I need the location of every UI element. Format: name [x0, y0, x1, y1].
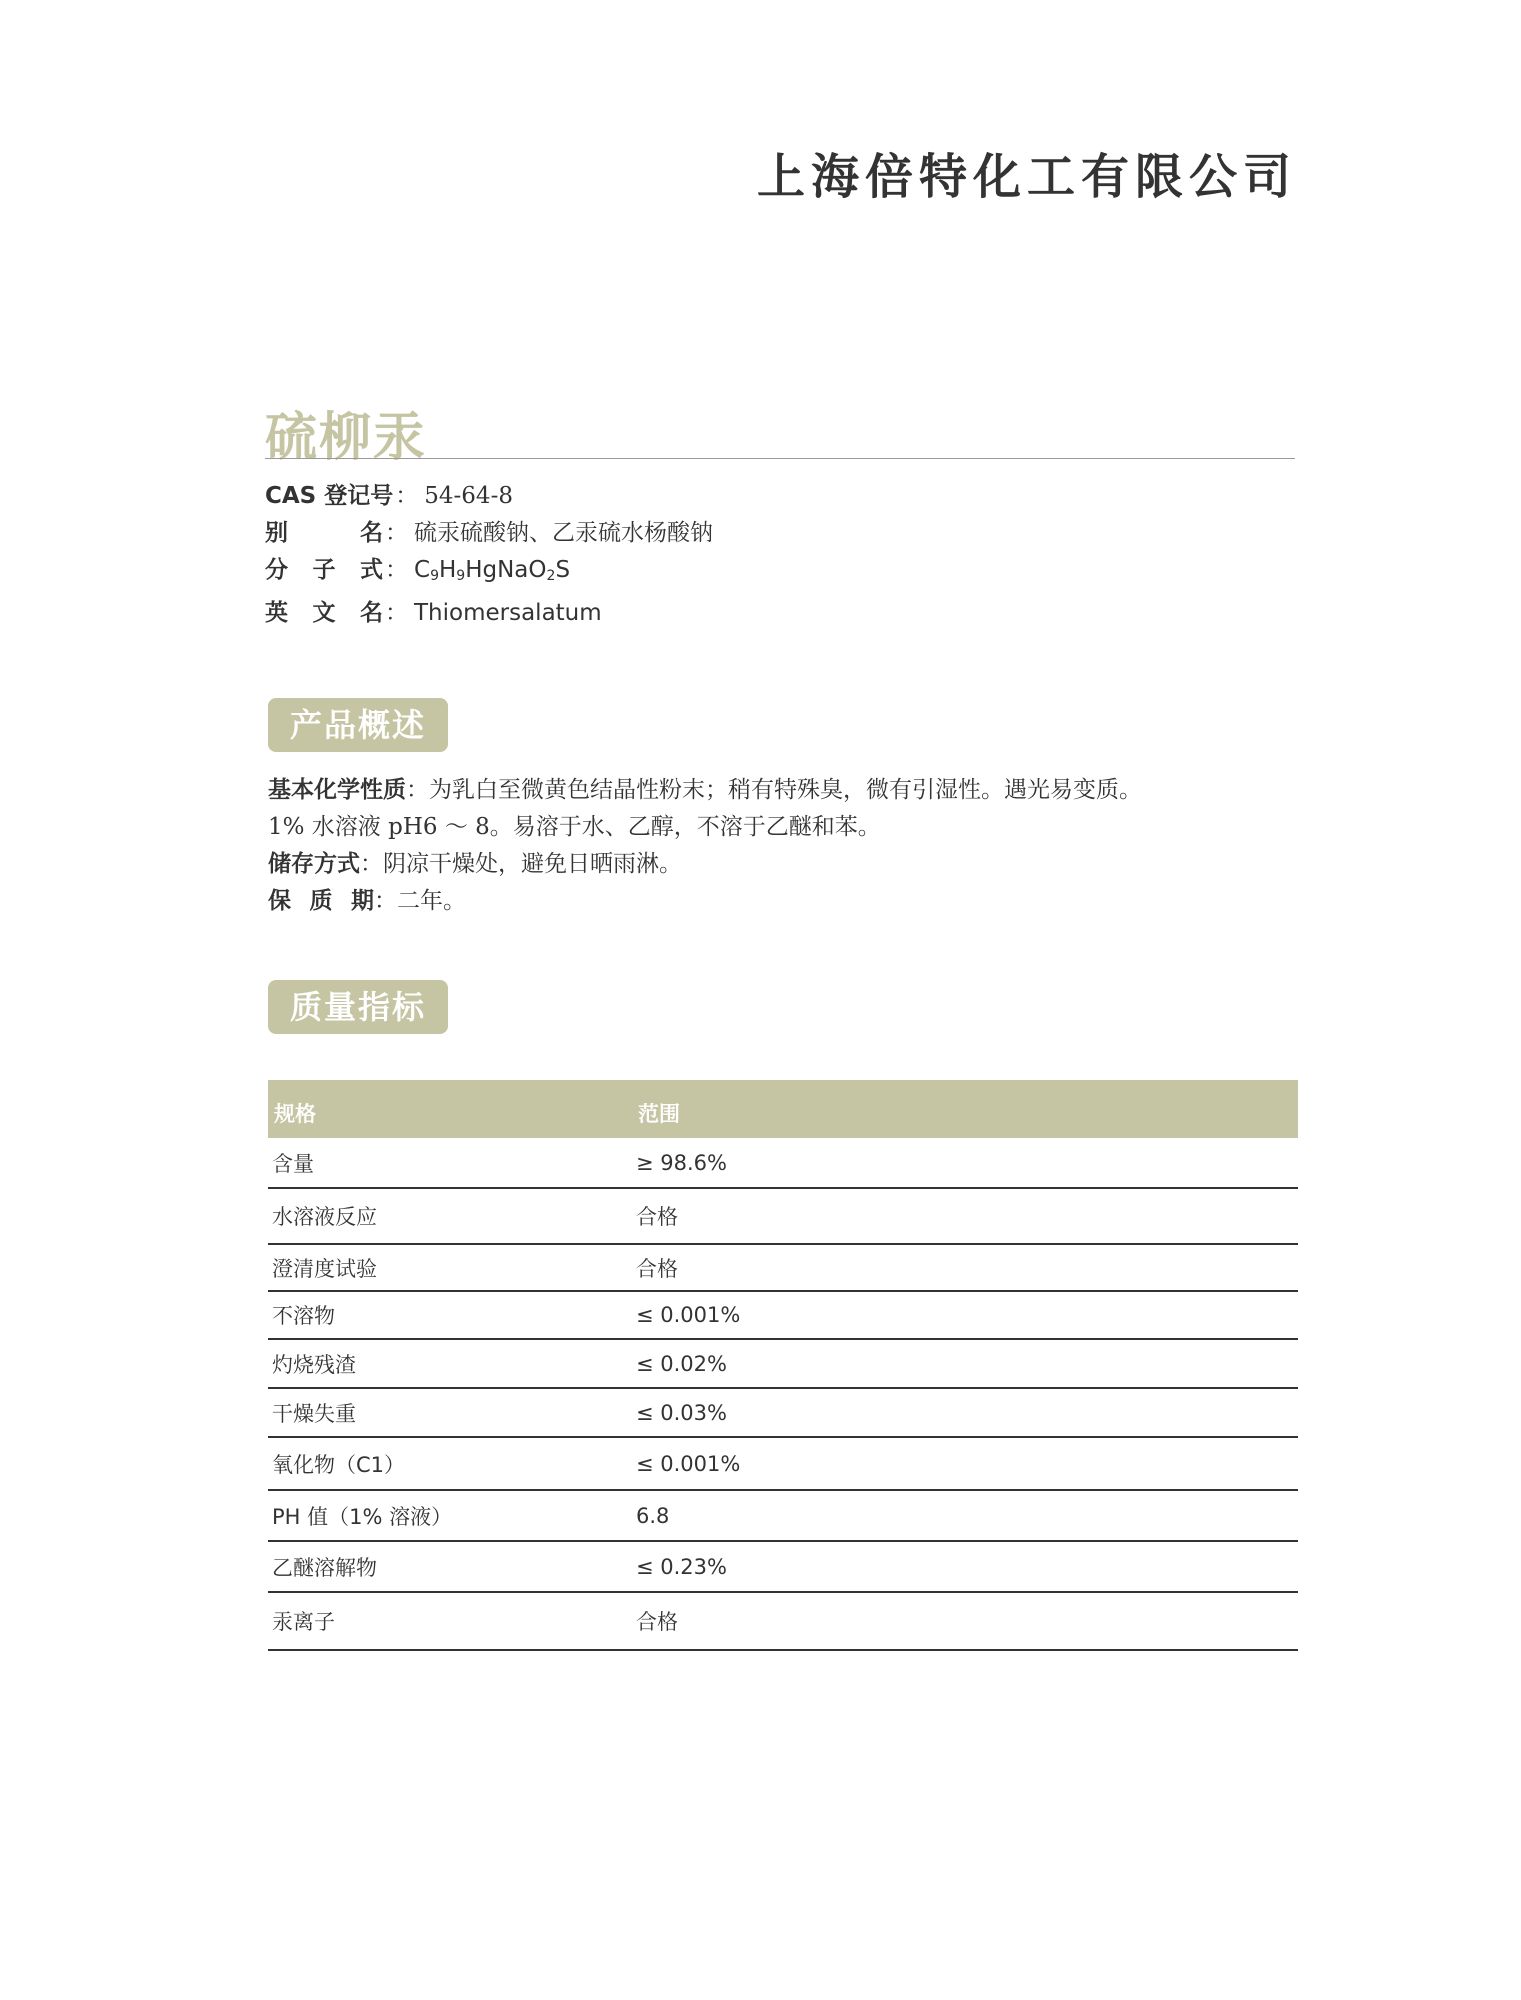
english-label-char-1: 英 [265, 600, 288, 626]
english-name-value: Thiomersalatum [414, 600, 602, 626]
chem-properties-value-2a: 1% 水溶液 pH6 ～ 8。 [268, 814, 513, 840]
english-label-char-3: 名 [360, 600, 383, 626]
title-divider [265, 458, 1295, 459]
alias-label-char-2: 名 [360, 520, 383, 546]
range-cell: ≤ 0.03% [632, 1388, 1298, 1437]
storage-value: 阴凉干燥处，避免日晒雨淋。 [383, 851, 682, 877]
range-cell: ≥ 98.6% [632, 1138, 1298, 1188]
overview-section [268, 772, 1142, 920]
formula-subscript: 9 [430, 568, 439, 584]
english-name-colon: ： [385, 600, 408, 626]
spec-cell: 含量 [268, 1138, 632, 1188]
cas-row [265, 478, 713, 515]
range-cell: ≤ 0.02% [632, 1339, 1298, 1388]
formula-row [265, 552, 713, 595]
quality-heading: 质量指标 [268, 980, 448, 1034]
column-header-range: 范围 [632, 1080, 1298, 1138]
shelf-label-char-2: 质 [309, 888, 333, 914]
alias-label [265, 515, 383, 552]
spec-cell: 水溶液反应 [268, 1188, 632, 1244]
table-row [268, 1339, 1298, 1388]
table-row [268, 1388, 1298, 1437]
formula-part: HgNaO [465, 557, 547, 583]
table-row [268, 1291, 1298, 1339]
formula-part: C [414, 557, 431, 583]
table-row [268, 1244, 1298, 1291]
spec-cell: 汞离子 [268, 1592, 632, 1650]
range-cell: 合格 [632, 1592, 1298, 1650]
company-name: 上海倍特化工有限公司 [756, 149, 1297, 205]
table-row [268, 1188, 1298, 1244]
cas-colon: ： [395, 483, 419, 509]
formula-subscript: 9 [456, 568, 466, 584]
chem-properties-value-2b: 易溶于水、乙醇，不溶于乙醚和苯。 [512, 814, 881, 840]
table-header-row [268, 1080, 1298, 1138]
quality-table [268, 1080, 1298, 1651]
cas-label: CAS 登记号 [265, 483, 394, 509]
range-cell: 6.8 [632, 1490, 1298, 1541]
english-name-row [265, 595, 713, 632]
table-row [268, 1490, 1298, 1541]
spec-cell: 澄清度试验 [268, 1244, 632, 1291]
formula-label-char-1: 分 [265, 557, 288, 583]
formula-subscript: 2 [546, 568, 556, 584]
formula-part: H [438, 557, 457, 583]
chem-colon: ： [406, 777, 429, 803]
alias-colon: ： [385, 520, 408, 546]
formula-label-char-3: 式 [360, 557, 383, 583]
alias-value: 硫汞硫酸钠、乙汞硫水杨酸钠 [414, 520, 713, 546]
spec-cell: 氧化物（C1） [268, 1437, 632, 1490]
overview-heading: 产品概述 [268, 698, 448, 752]
english-name-label [265, 595, 383, 632]
spec-cell: 干燥失重 [268, 1388, 632, 1437]
formula-part: S [555, 557, 571, 583]
chem-properties-line-1 [268, 772, 1142, 809]
table-row [268, 1437, 1298, 1490]
spec-cell: 不溶物 [268, 1291, 632, 1339]
alias-row [265, 515, 713, 552]
chem-properties-value-1: 为乳白至微黄色结晶性粉末；稍有特殊臭，微有引湿性。遇光易变质。 [429, 777, 1142, 803]
column-header-spec: 规格 [268, 1080, 632, 1138]
spec-cell: 灼烧残渣 [268, 1339, 632, 1388]
formula-label-char-2: 子 [312, 557, 336, 583]
range-cell: 合格 [632, 1188, 1298, 1244]
product-title: 硫柳汞 [265, 408, 428, 468]
formula-label [265, 552, 383, 595]
range-cell: 合格 [632, 1244, 1298, 1291]
spec-cell: 乙醚溶解物 [268, 1541, 632, 1592]
storage-line [268, 846, 1142, 883]
shelf-label-char-1: 保 [268, 888, 291, 914]
range-cell: ≤ 0.001% [632, 1437, 1298, 1490]
table-row [268, 1138, 1298, 1188]
english-label-char-2: 文 [312, 600, 336, 626]
range-cell: ≤ 0.001% [632, 1291, 1298, 1339]
shelf-life-line [268, 883, 1142, 920]
table-row [268, 1541, 1298, 1592]
cas-value: 54-64-8 [424, 483, 513, 509]
shelf-label-char-3: 期 [351, 888, 374, 914]
shelf-life-label [268, 883, 374, 920]
formula-colon: ： [385, 557, 408, 583]
range-cell: ≤ 0.23% [632, 1541, 1298, 1592]
shelf-life-colon: ： [374, 888, 397, 914]
product-info [265, 478, 713, 632]
table-row [268, 1592, 1298, 1650]
chem-properties-label: 基本化学性质 [268, 777, 406, 803]
chem-properties-line-2 [268, 809, 1142, 846]
spec-cell: PH 值（1% 溶液） [268, 1490, 632, 1541]
alias-label-char-1: 别 [265, 520, 288, 546]
shelf-life-value: 二年。 [397, 888, 466, 914]
storage-label: 储存方式 [268, 851, 360, 877]
storage-colon: ： [360, 851, 383, 877]
formula-value [414, 552, 570, 595]
